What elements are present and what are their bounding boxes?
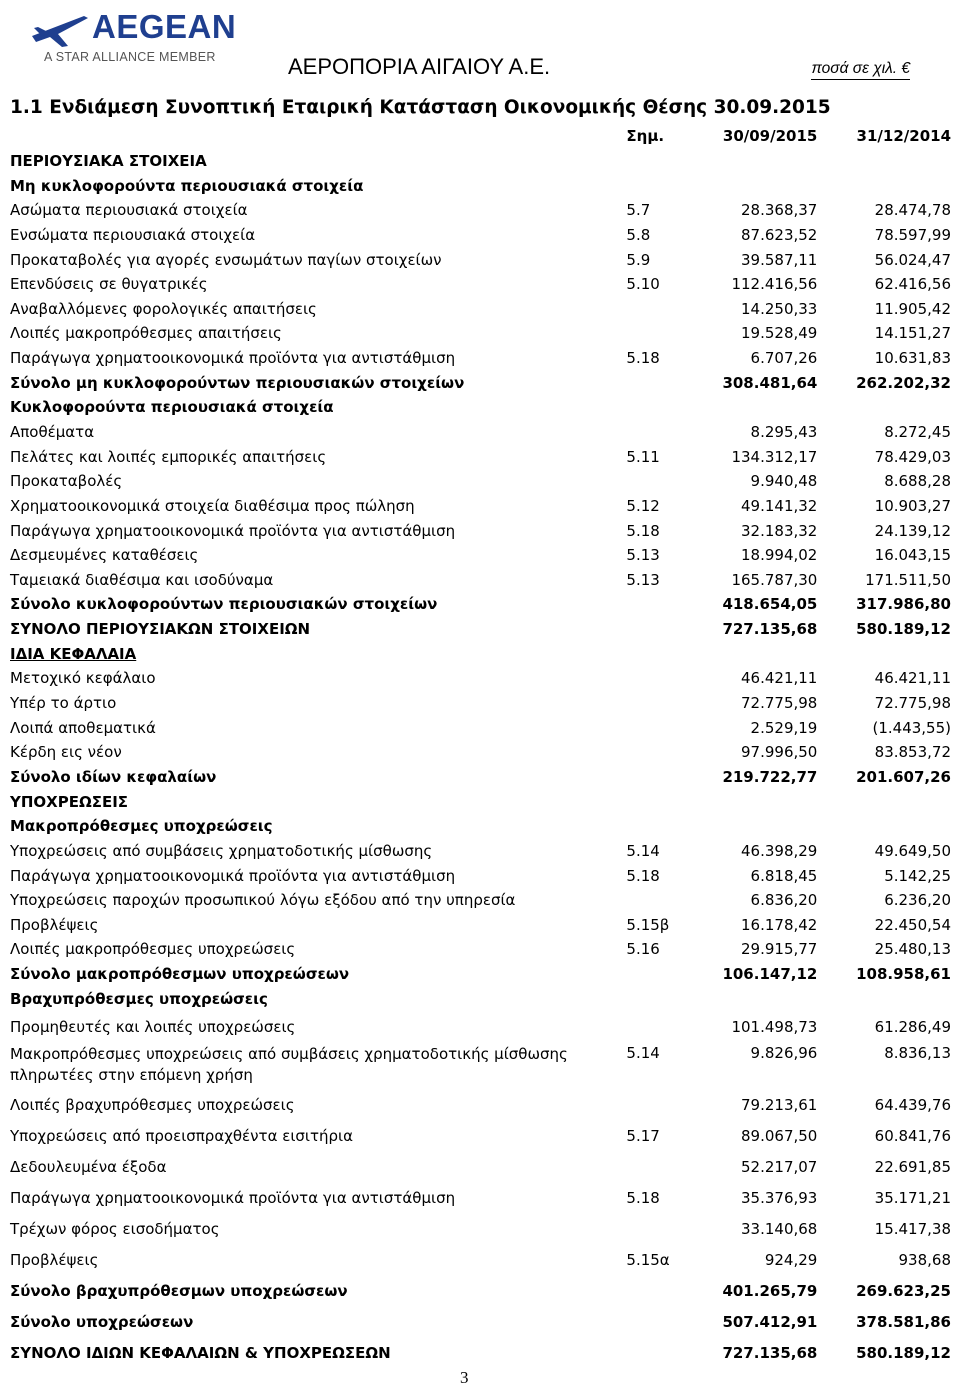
row-note: [618, 395, 700, 420]
table-row: [8, 198, 953, 223]
table-row: [8, 691, 953, 716]
row-label: Παράγωγα χρηματοοικονομικά προϊόντα για αντιστάθμιση: [10, 521, 456, 540]
row-label: Υποχρεώσεις από προεισπραχθέντα εισιτήρια: [10, 1126, 354, 1145]
row-label: Υποχρεώσεις από συμβάσεις χρηματοδοτικής μίσθωσης: [10, 841, 433, 860]
table-row: [8, 1151, 953, 1182]
row-note: [618, 1275, 700, 1306]
table-row: [8, 149, 953, 174]
row-value-period1: [701, 814, 828, 839]
table-row: [8, 740, 953, 765]
airplane-icon: [28, 6, 90, 50]
row-value-period2: [827, 173, 953, 198]
row-value-period1: 106.147,12: [722, 965, 818, 984]
row-note: 5.18: [626, 521, 660, 540]
row-label: Προβλέψεις: [10, 1250, 99, 1269]
row-value-period2: 14.151,27: [874, 324, 951, 343]
row-value-period1: 507.412,91: [722, 1312, 818, 1331]
row-label: Προκαταβολές: [10, 472, 123, 491]
row-note: [618, 1089, 700, 1120]
row-label: Παράγωγα χρηματοοικονομικά προϊόντα για αντιστάθμιση: [10, 866, 456, 885]
row-note: 5.12: [626, 496, 660, 515]
row-value-period1: [701, 986, 828, 1011]
row-note: [618, 1337, 700, 1368]
table-row: [8, 765, 953, 790]
row-value-period2: 64.439,76: [874, 1095, 951, 1114]
table-row: [8, 641, 953, 666]
row-value-period2: 378.581,86: [856, 1312, 951, 1331]
table-row: [8, 1120, 953, 1151]
row-value-period1: 418.654,05: [722, 595, 818, 614]
row-note: 5.9: [626, 250, 651, 269]
row-note: 5.14: [626, 841, 660, 860]
row-value-period2: 201.607,26: [856, 767, 951, 786]
table-row: [8, 173, 953, 198]
row-value-period1: 9.940,48: [750, 472, 818, 491]
row-note: 5.8: [626, 225, 651, 244]
table-row: [8, 469, 953, 494]
table-row: [8, 395, 953, 420]
row-value-period1: 39.587,11: [741, 250, 818, 269]
row-value-period2: 83.853,72: [874, 743, 951, 762]
row-value-period1: 6.836,20: [750, 891, 818, 910]
row-label: Παράγωγα χρηματοοικονομικά προϊόντα για αντιστάθμιση: [10, 1188, 456, 1207]
row-label: Αναβαλλόμενες φορολογικές απαιτήσεις: [10, 299, 317, 318]
row-note: 5.17: [626, 1126, 660, 1145]
row-value-period1: 2.529,19: [750, 718, 818, 737]
table-row: [8, 1182, 953, 1213]
table-row: [8, 1213, 953, 1244]
row-label: ΥΠΟΧΡΕΩΣΕΙΣ: [10, 792, 129, 811]
table-row: [8, 370, 953, 395]
row-value-period1: 924,29: [764, 1250, 818, 1269]
row-value-period2: 108.958,61: [856, 965, 951, 984]
row-label: Δεσμευμένες καταθέσεις: [10, 546, 199, 565]
row-note: [618, 321, 700, 346]
row-note: [618, 173, 700, 198]
row-value-period2: 262.202,32: [856, 373, 951, 392]
row-label: Προμηθευτές και λοιπές υποχρεώσεις: [10, 1017, 296, 1036]
row-value-period2: [827, 395, 953, 420]
table-row: [8, 592, 953, 617]
row-value-period2: 8.272,45: [884, 423, 951, 441]
currency-note-text: ποσά σε χιλ. €: [811, 60, 910, 77]
note-header: Σημ.: [626, 127, 665, 146]
row-note: [618, 641, 700, 666]
row-value-period1: 112.416,56: [731, 275, 818, 294]
table-row: [8, 962, 953, 987]
row-value-period1: 87.623,52: [741, 225, 818, 244]
column-header-row: [8, 124, 953, 149]
table-row: [8, 346, 953, 371]
row-label: Ταμειακά διαθέσιμα και ισοδύναμα: [10, 570, 274, 589]
company-name: ΑΕΡΟΠΟΡΙΑ ΑΙΓΑΙΟΥ Α.Ε.: [288, 54, 551, 79]
aegean-logo: [28, 6, 248, 68]
row-note: [618, 740, 700, 765]
row-value-period2: [827, 149, 953, 174]
row-value-period2: 11.905,42: [874, 299, 951, 318]
row-label: Σύνολο ιδίων κεφαλαίων: [10, 767, 217, 786]
row-note: 5.14: [626, 1044, 660, 1063]
underline: [811, 79, 910, 80]
row-value-period2: 22.450,54: [874, 915, 951, 934]
row-note: [618, 149, 700, 174]
row-note: 5.15β: [626, 915, 670, 934]
balance-sheet-table: [8, 124, 953, 1368]
row-value-period1: 308.481,64: [722, 373, 818, 392]
row-value-period1: [701, 173, 828, 198]
row-label: ΣΥΝΟΛΟ ΠΕΡΙΟΥΣΙΑΚΩΝ ΣΤΟΙΧΕΙΩΝ: [10, 620, 311, 639]
row-note: 5.18: [626, 866, 660, 885]
row-label: Ασώματα περιουσιακά στοιχεία: [10, 201, 248, 220]
row-note: 5.11: [626, 447, 660, 466]
row-value-period1: 79.213,61: [741, 1095, 818, 1114]
table-row: [8, 518, 953, 543]
row-value-period2: [827, 789, 953, 814]
row-note: [618, 469, 700, 494]
row-value-period1: 16.178,42: [741, 915, 818, 934]
row-label: Λοιπά αποθεματικά: [10, 718, 156, 737]
row-value-period2: 22.691,85: [874, 1157, 951, 1176]
table-row: [8, 715, 953, 740]
row-value-period2: [827, 641, 953, 666]
row-value-period2: 5.142,25: [884, 866, 951, 885]
row-value-period2: [827, 986, 953, 1011]
table-row: [8, 494, 953, 519]
row-label: Τρέχων φόρος εισοδήματος: [10, 1219, 220, 1238]
row-label: ΠΕΡΙΟΥΣΙΑΚΑ ΣΤΟΙΧΕΙΑ: [10, 151, 207, 170]
table-row: [8, 666, 953, 691]
table-body: [8, 149, 953, 1368]
row-value-period2: 938,68: [898, 1250, 951, 1269]
table-row: [8, 1042, 953, 1089]
row-value-period1: 401.265,79: [722, 1281, 818, 1300]
row-label: Αποθέματα: [10, 423, 95, 441]
row-label: Σύνολο κυκλοφορούντων περιουσιακών στοιχείων: [10, 595, 438, 614]
row-note: [618, 789, 700, 814]
row-value-period1: 219.722,77: [722, 767, 818, 786]
row-note: 5.18: [626, 349, 660, 368]
row-value-period1: 134.312,17: [731, 447, 818, 466]
row-note: [618, 296, 700, 321]
table-row: [8, 863, 953, 888]
row-value-period1: 6.818,45: [750, 866, 818, 885]
period2-header: 31/12/2014: [856, 127, 951, 146]
row-label: Προκαταβολές για αγορές ενσωμάτων παγίων στοιχείων: [10, 250, 442, 269]
row-value-period2: 24.139,12: [874, 521, 951, 540]
currency-note: [811, 60, 910, 78]
row-note: 5.18: [626, 1188, 660, 1207]
period1-header: 30/09/2015: [722, 127, 818, 146]
row-value-period1: [701, 149, 828, 174]
row-note: 5.13: [626, 570, 660, 589]
row-value-period1: 727.135,68: [722, 620, 818, 639]
row-note: [618, 1011, 700, 1042]
row-value-period2: 171.511,50: [865, 570, 951, 589]
row-value-period2: 60.841,76: [874, 1126, 951, 1145]
row-label: Παράγωγα χρηματοοικονομικά προϊόντα για αντιστάθμιση: [10, 349, 456, 368]
row-value-period2: 78.429,03: [874, 447, 951, 466]
row-label: Επενδύσεις σε θυγατρικές: [10, 275, 208, 294]
row-value-period2: 6.236,20: [884, 891, 951, 910]
row-value-period1: 18.994,02: [741, 546, 818, 565]
row-value-period1: 89.067,50: [741, 1126, 818, 1145]
row-value-period1: 101.498,73: [731, 1017, 818, 1036]
row-value-period1: 33.140,68: [741, 1219, 818, 1238]
row-note: [618, 666, 700, 691]
row-note: [618, 370, 700, 395]
table-row: [8, 296, 953, 321]
row-note: [618, 986, 700, 1011]
row-value-period2: 28.474,78: [874, 201, 951, 220]
table-row: [8, 543, 953, 568]
row-value-period1: 29.915,77: [741, 940, 818, 959]
row-value-period1: 72.775,98: [741, 694, 818, 713]
row-label: Προβλέψεις: [10, 915, 99, 934]
row-label: Σύνολο μη κυκλοφορούντων περιουσιακών στοιχείων: [10, 373, 465, 392]
row-value-period2: 269.623,25: [856, 1281, 951, 1300]
row-value-period2: 62.416,56: [874, 275, 951, 294]
row-label: Υποχρεώσεις παροχών προσωπικού λόγω εξόδου από την υπηρεσία: [10, 891, 516, 910]
row-label: Ενσώματα περιουσιακά στοιχεία: [10, 225, 256, 244]
row-note: [618, 1306, 700, 1337]
row-note: [618, 888, 700, 913]
table-row: [8, 420, 953, 445]
row-value-period1: 97.996,50: [741, 743, 818, 762]
row-value-period1: 35.376,93: [741, 1188, 818, 1207]
row-label: Κυκλοφορούντα περιουσιακά στοιχεία: [10, 398, 334, 417]
row-value-period2: 10.631,83: [874, 349, 951, 368]
row-label: Μακροπρόθεσμες υποχρεώσεις: [10, 817, 273, 836]
row-note: 5.15α: [626, 1250, 670, 1269]
row-note: 5.10: [626, 275, 660, 294]
row-value-period2: 46.421,11: [874, 669, 951, 688]
table-row: [8, 913, 953, 938]
row-value-period2: 49.649,50: [874, 841, 951, 860]
row-value-period2: 8.688,28: [884, 472, 951, 491]
row-value-period1: 32.183,32: [741, 521, 818, 540]
row-note: [618, 1151, 700, 1182]
row-value-period1: 6.707,26: [750, 349, 818, 368]
row-value-period1: 52.217,07: [741, 1157, 818, 1176]
row-label: Σύνολο μακροπρόθεσμων υποχρεώσεων: [10, 965, 350, 984]
label-header: [8, 124, 618, 149]
row-value-period1: 14.250,33: [741, 299, 818, 318]
row-value-period2: 580.189,12: [856, 1343, 951, 1362]
row-value-period2: 8.836,13: [884, 1044, 951, 1063]
row-label: Μετοχικό κεφάλαιο: [10, 669, 156, 688]
table-row: [8, 1244, 953, 1275]
row-note: [618, 592, 700, 617]
row-label: Λοιπές μακροπρόθεσμες απαιτήσεις: [10, 324, 282, 343]
row-value-period2: 25.480,13: [874, 940, 951, 959]
page-number: 3: [460, 1368, 469, 1387]
row-value-period2: 72.775,98: [874, 694, 951, 713]
row-note: [618, 691, 700, 716]
row-label: Δεδουλευμένα έξοδα: [10, 1157, 167, 1176]
table-row: [8, 789, 953, 814]
table-row: [8, 888, 953, 913]
row-value-period1: [701, 641, 828, 666]
table-row: [8, 1089, 953, 1120]
row-value-period1: 727.135,68: [722, 1343, 818, 1362]
row-label: ΙΔΙΑ ΚΕΦΑΛΑΙΑ: [10, 644, 137, 663]
row-note: [618, 617, 700, 642]
row-label: Σύνολο βραχυπρόθεσμων υποχρεώσεων: [10, 1281, 348, 1300]
row-value-period2: 10.903,27: [874, 496, 951, 515]
row-note: [618, 962, 700, 987]
table-row: [8, 1306, 953, 1337]
row-value-period2: 56.024,47: [874, 250, 951, 269]
row-value-period2: 16.043,15: [874, 546, 951, 565]
row-value-period1: 46.421,11: [741, 669, 818, 688]
table-row: [8, 839, 953, 864]
table-row: [8, 1011, 953, 1042]
row-label: Λοιπές βραχυπρόθεσμες υποχρεώσεις: [10, 1095, 295, 1114]
row-note: [618, 814, 700, 839]
row-label: Σύνολο υποχρεώσεων: [10, 1312, 194, 1331]
row-value-period1: 46.398,29: [741, 841, 818, 860]
table-row: [8, 321, 953, 346]
row-value-period2: (1.443,55): [872, 718, 951, 737]
row-value-period2: [827, 814, 953, 839]
row-value-period2: 35.171,21: [874, 1188, 951, 1207]
row-value-period1: 28.368,37: [741, 201, 818, 220]
statement-title: 1.1 Ενδιάμεση Συνοπτική Εταιρική Κατάσταση Οικονομικής Θέσης 30.09.2015: [10, 97, 831, 118]
table-row: [8, 617, 953, 642]
table-row: [8, 272, 953, 297]
row-value-period1: 165.787,30: [731, 570, 818, 589]
row-value-period2: 61.286,49: [874, 1017, 951, 1036]
row-value-period2: 78.597,99: [874, 225, 951, 244]
row-label: Κέρδη εις νέον: [10, 743, 122, 762]
row-value-period1: 19.528,49: [741, 324, 818, 343]
row-value-period1: 49.141,32: [741, 496, 818, 515]
row-note: [618, 1213, 700, 1244]
row-label: Χρηματοοικονομικά στοιχεία διαθέσιμα προς πώληση: [10, 496, 415, 515]
table-row: [8, 568, 953, 593]
row-value-period1: 8.295,43: [750, 423, 818, 441]
row-note: 5.13: [626, 546, 660, 565]
table-row: [8, 1275, 953, 1306]
row-label: Λοιπές μακροπρόθεσμες υποχρεώσεις: [10, 940, 296, 959]
table-row: [8, 814, 953, 839]
row-label: Βραχυπρόθεσμες υποχρεώσεις: [10, 989, 268, 1008]
logo-name: AEGEAN: [92, 8, 237, 45]
row-value-period1: [701, 789, 828, 814]
table-row: [8, 937, 953, 962]
table-row: [8, 444, 953, 469]
row-note: 5.16: [626, 940, 660, 959]
row-note: [618, 715, 700, 740]
table-row: [8, 223, 953, 248]
row-label: Μακροπρόθεσμες υποχρεώσεις από συμβάσεις χρηματοδοτικής μίσθωσης πληρωτέες στην επόμενη χρήση: [10, 1045, 568, 1085]
row-value-period1: [701, 395, 828, 420]
table-row: [8, 1337, 953, 1368]
table-row: [8, 986, 953, 1011]
row-label: ΣΥΝΟΛΟ ΙΔΙΩΝ ΚΕΦΑΛΑΙΩΝ & ΥΠΟΧΡΕΩΣΕΩΝ: [10, 1343, 391, 1362]
row-note: [618, 765, 700, 790]
row-note: [618, 420, 700, 445]
row-label: Μη κυκλοφορούντα περιουσιακά στοιχεία: [10, 176, 364, 195]
row-label: Πελάτες και λοιπές εμπορικές απαιτήσεις: [10, 447, 327, 466]
table-row: [8, 247, 953, 272]
row-value-period2: 15.417,38: [874, 1219, 951, 1238]
row-value-period2: 580.189,12: [856, 620, 951, 639]
row-value-period2: 317.986,80: [856, 595, 951, 614]
row-value-period1: 9.826,96: [750, 1044, 818, 1063]
logo-tagline: A STAR ALLIANCE MEMBER: [44, 50, 216, 64]
row-label: Υπέρ το άρτιο: [10, 694, 117, 713]
row-note: 5.7: [626, 201, 651, 220]
